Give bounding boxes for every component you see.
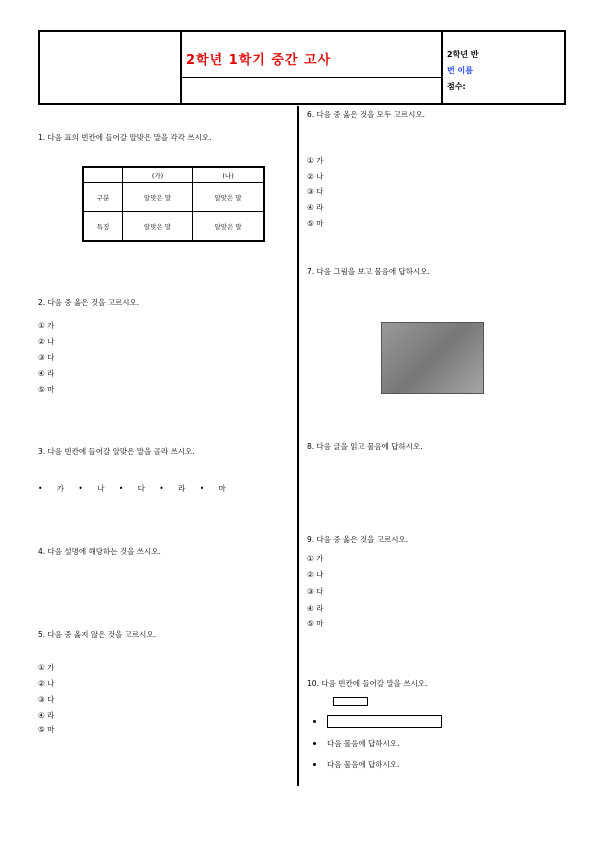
exam-title: 2학년 1학기 중간 고사 xyxy=(186,53,332,68)
question-9-option[interactable]: ⑤ 마 xyxy=(307,619,324,628)
question-5-number: 5. xyxy=(38,630,46,639)
question-1-text: 다음 표의 빈칸에 들어갈 알맞은 말을 각각 쓰시오. xyxy=(47,133,212,142)
question-5-option[interactable]: ③ 다 xyxy=(38,695,55,704)
question-1-table xyxy=(82,166,265,242)
question-10-line: 다음 물음에 답하시오. xyxy=(327,739,400,748)
question-2 xyxy=(38,296,288,310)
question-7 xyxy=(307,265,562,279)
table-cell: 알맞은 말 xyxy=(122,212,192,242)
question-10 xyxy=(307,677,562,691)
header-divider-left xyxy=(180,30,182,105)
question-3-choices: • 가 • 나 • 다 • 라 • 마 xyxy=(38,484,226,493)
question-9-option[interactable]: ② 나 xyxy=(307,570,324,579)
question-6-number: 6. xyxy=(307,110,315,119)
question-6-option[interactable]: ① 가 xyxy=(307,156,324,165)
question-10-line: 다음 물음에 답하시오. xyxy=(327,760,400,769)
question-3-number: 3. xyxy=(38,447,46,456)
question-3 xyxy=(38,445,288,459)
question-1 xyxy=(38,131,288,145)
question-9-text: 다음 중 옳은 것을 고르시오. xyxy=(316,535,409,544)
question-5-text: 다음 중 옳지 않은 것을 고르시오. xyxy=(47,630,157,639)
table-cell: 알맞은 말 xyxy=(193,183,264,212)
question-2-option[interactable]: ⑤ 마 xyxy=(38,385,55,394)
question-6-text: 다음 중 옳은 것을 모두 고르시오. xyxy=(316,110,426,119)
table-row-label: 구분 xyxy=(83,183,122,212)
question-8-number: 8. xyxy=(307,442,315,451)
question-10-number: 10. xyxy=(307,679,319,688)
question-10-text: 다음 빈칸에 들어갈 말을 쓰시오. xyxy=(321,679,428,688)
question-3-text: 다음 빈칸에 들어갈 알맞은 말을 골라 쓰시오. xyxy=(47,447,195,456)
bullet-icon xyxy=(313,720,316,723)
header-divider-right xyxy=(441,30,443,105)
question-2-option[interactable]: ① 가 xyxy=(38,321,55,330)
question-7-number: 7. xyxy=(307,267,315,276)
question-2-option[interactable]: ④ 라 xyxy=(38,369,55,378)
question-5-option[interactable]: ④ 라 xyxy=(38,711,55,720)
question-2-number: 2. xyxy=(38,298,46,307)
question-6 xyxy=(307,108,562,122)
question-9-option[interactable]: ③ 다 xyxy=(307,587,324,596)
score-label: 점수: xyxy=(447,82,466,91)
question-2-option[interactable]: ③ 다 xyxy=(38,353,55,362)
question-5-option[interactable]: ② 나 xyxy=(38,679,55,688)
question-6-option[interactable]: ④ 라 xyxy=(307,203,324,212)
question-5 xyxy=(38,628,288,642)
question-4 xyxy=(38,545,288,559)
table-cell: 알맞은 말 xyxy=(193,212,264,242)
question-9-option[interactable]: ① 가 xyxy=(307,554,324,563)
class-label: 2학년 반 xyxy=(447,50,479,59)
question-4-number: 4. xyxy=(38,547,46,556)
question-8 xyxy=(307,440,562,454)
question-2-option[interactable]: ② 나 xyxy=(38,337,55,346)
column-divider xyxy=(297,106,299,786)
table-col-header: (나) xyxy=(193,167,264,183)
question-6-option[interactable]: ② 나 xyxy=(307,172,324,181)
question-7-image xyxy=(381,322,484,394)
answer-blank-long[interactable] xyxy=(327,715,442,728)
question-6-option[interactable]: ③ 다 xyxy=(307,187,324,196)
question-5-option[interactable]: ① 가 xyxy=(38,663,55,672)
question-7-text: 다음 그림을 보고 물음에 답하시오. xyxy=(316,267,430,276)
question-9-number: 9. xyxy=(307,535,315,544)
bullet-icon xyxy=(313,763,316,766)
table-cell: 알맞은 말 xyxy=(122,183,192,212)
answer-blank-small[interactable] xyxy=(333,697,368,706)
question-1-number: 1. xyxy=(38,133,46,142)
header-mid-line xyxy=(180,77,443,78)
question-2-text: 다음 중 옳은 것을 고르시오. xyxy=(47,298,140,307)
table-corner xyxy=(83,167,122,183)
question-8-text: 다음 글을 읽고 물음에 답하시오. xyxy=(316,442,423,451)
question-4-text: 다음 설명에 해당하는 것을 쓰시오. xyxy=(47,547,161,556)
question-9-option[interactable]: ④ 라 xyxy=(307,604,324,613)
question-9 xyxy=(307,533,562,547)
bullet-icon xyxy=(313,742,316,745)
table-col-header: (가) xyxy=(122,167,192,183)
question-5-option[interactable]: ⑤ 마 xyxy=(38,725,55,734)
number-label: 번 이름 xyxy=(447,66,473,75)
question-6-option[interactable]: ⑤ 마 xyxy=(307,219,324,228)
table-row-label: 특징 xyxy=(83,212,122,242)
